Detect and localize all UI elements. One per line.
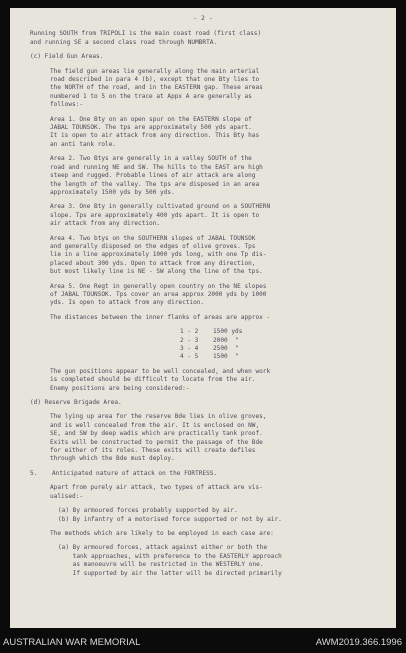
- text-line: (a) By armoured forces probably supported by air.: [58, 507, 238, 515]
- document-page: [10, 8, 396, 628]
- text-line: placed about 300 yds. Open to attack from any direction,: [50, 259, 256, 267]
- text-line: (b) By infantry of a motorised force supported or not by air.: [58, 515, 282, 523]
- paragraph: [10, 116, 396, 150]
- text-line: Area 3. One Bty in generally cultivated ground on a SOUTHERN: [50, 203, 271, 211]
- text-line: approximately 1500 yds by 500 yds.: [50, 188, 175, 196]
- paragraph: [10, 30, 396, 47]
- paragraph: [10, 368, 396, 393]
- text-line: slope. Tps are approximately 400 yds apart. It is open to: [50, 211, 260, 219]
- text-line: follows:-: [50, 101, 84, 109]
- archive-footer: [0, 634, 406, 653]
- text-line: 3 - 4 2500 ": [180, 345, 239, 352]
- text-line: Apart from purely air attack, two types of attack are vis-: [50, 484, 263, 492]
- text-line: Enemy positions are being considered:-: [50, 384, 190, 392]
- text-line: It is open to air attack from any direction. This Bty has: [50, 132, 260, 140]
- paragraph: [10, 507, 396, 524]
- text-line: (a) By armoured forces, attack against either or both the: [58, 544, 268, 552]
- text-line: The field gun areas lie generally along the main arterial: [50, 67, 260, 75]
- text-line: an anti tank role.: [50, 140, 117, 148]
- text-line: lie in a line approximately 1000 yds long, with one Tp dis-: [50, 251, 267, 259]
- text-line: (c) Field Gun Areas.: [30, 53, 104, 61]
- text-line: air attack from any direction.: [50, 220, 161, 228]
- text-line: JABAL TOUNSOK. The tps are approximately 500 yds apart.: [50, 124, 252, 132]
- text-line: SE, and SW by deep wadis which are practically tank proof.: [50, 430, 263, 438]
- paragraph: [10, 530, 396, 538]
- paragraph: [10, 203, 396, 228]
- text-line: and generally disposed on the edges of olive groves. Tps: [50, 242, 256, 250]
- footer-reference: AWM2019.366.1996: [315, 637, 402, 648]
- text-line: for either of its roles. These exits will create defiles: [50, 447, 256, 455]
- paragraph: [10, 68, 396, 110]
- text-line: Running SOUTH from TRIPOLI is the main coast road (first class): [30, 30, 262, 38]
- text-line: 2 - 3 2000 ": [180, 336, 239, 344]
- text-line: road described in para 4 (b), except that one Bty lies to: [50, 76, 260, 84]
- text-line: as manoeuvre will be restricted in the WESTERLY one.: [58, 561, 264, 569]
- text-line: but most likely line is NE - SW along the line of the tps.: [50, 268, 263, 276]
- paragraph: [10, 53, 396, 61]
- text-line: and running SE a second class road through NUMBRTA.: [30, 38, 218, 46]
- footer-institution: AUSTRALIAN WAR MEMORIAL: [3, 637, 141, 648]
- document-body: [10, 30, 396, 578]
- text-line: The gun positions appear to be well concealed, and when work: [50, 367, 271, 375]
- text-line: The methods which are likely to be employed in each case are:: [50, 529, 274, 537]
- text-line: Area 4. Two btys on the SOUTHERN slopes of JABAL TOUNSOK: [50, 234, 256, 242]
- text-line: 1 - 2 1500 yds: [180, 328, 243, 336]
- paragraph: [10, 399, 396, 407]
- paragraph: [10, 413, 396, 463]
- paragraph: [10, 544, 396, 578]
- text-line: road and running NE and SW. The hills to the EAST are high: [50, 163, 263, 171]
- paragraph: [10, 314, 396, 322]
- text-line: and is well concealed from the air. It is enclosed on NW,: [50, 421, 260, 429]
- text-line: numbered 1 to 5 on the trace at Appx A are generally as: [50, 92, 252, 100]
- text-line: is completed should be difficult to locate from the air.: [50, 376, 256, 384]
- text-line: through which the Bde must deploy.: [50, 455, 175, 463]
- paragraph: [10, 283, 396, 308]
- text-line: tank approaches, with preference to the EASTERLY approach: [58, 552, 282, 560]
- text-line: of JABAL TOUNSOK. Tps cover an area approx 2000 yds by 1000: [50, 290, 267, 298]
- text-line: (d) Reserve Brigade Area.: [30, 399, 122, 407]
- typed-page-content: [10, 8, 396, 578]
- text-line: Exits will be constructed to permit the passage of the Bde: [50, 438, 263, 446]
- text-line: steep and rugged. Probable lines of air attack are along: [50, 172, 256, 180]
- text-line: If supported by air the latter will be directed primarily: [58, 569, 282, 577]
- text-line: The distances between the inner flanks of areas are approx -: [50, 313, 271, 321]
- text-line: yds. Is open to attack from any direction.: [50, 299, 205, 307]
- text-line: ualised:-: [50, 492, 84, 500]
- paragraph: [10, 484, 396, 501]
- text-line: 5. Anticipated nature of attack on the FORTRESS.: [30, 469, 218, 477]
- text-line: the NORTH of the road, and in the EASTERN gap. These areas: [50, 84, 263, 92]
- paragraph: [10, 235, 396, 277]
- paragraph: [10, 155, 396, 197]
- text-line: Area 1. One Bty on an open spur on the EASTERN slope of: [50, 115, 252, 123]
- text-line: Area 2. Two Btys are generally in a valley SOUTH of the: [50, 155, 252, 163]
- text-line: The lying up area for the reserve Bde lies in olive groves,: [50, 413, 267, 421]
- text-line: Area 5. One Regt in generally open country on the NE slopes: [50, 282, 267, 290]
- paragraph: [10, 328, 396, 362]
- text-line: the length of the valley. The tps are disposed in an area: [50, 180, 260, 188]
- paragraph: [10, 470, 396, 478]
- text-line: 4 - 5 1500 ": [180, 353, 239, 361]
- page-number: - 2 -: [193, 14, 213, 22]
